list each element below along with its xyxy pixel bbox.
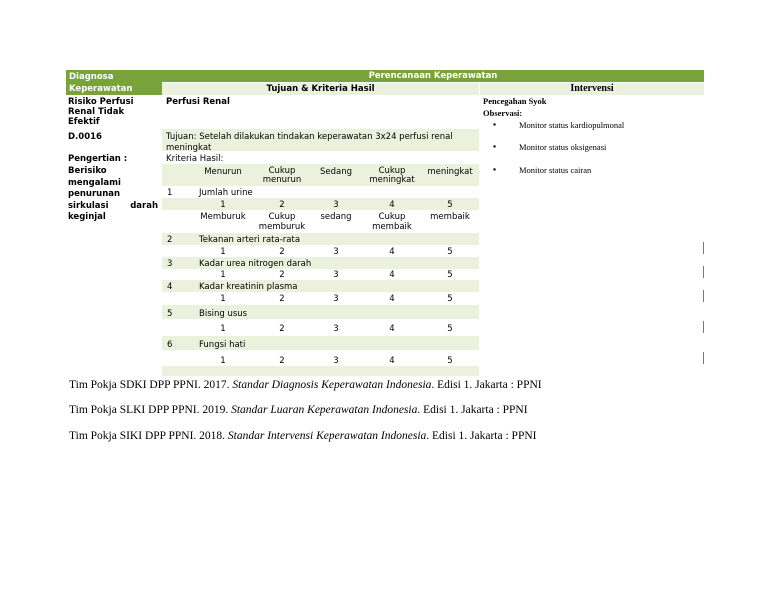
criterion-no: 6 [167, 340, 173, 350]
definition-line: sirkulasi darah [68, 200, 158, 211]
criterion-name: Kadar urea nitrogen darah [199, 259, 312, 269]
reference-suffix: . Edisi 1. Jakarta : PPNI [426, 430, 537, 442]
intervention-item: Monitor status cairan [519, 165, 592, 175]
diagnosis-name-line: Renal Tidak [68, 107, 125, 117]
diagnosis-name-line: Efektif [68, 117, 100, 127]
score: 3 [333, 356, 339, 366]
criterion-no: 2 [167, 235, 173, 245]
intervention-bullet-icon: ▪ [493, 119, 497, 129]
reference-prefix: Tim Pokja SLKI DPP PPNI. 2019. [69, 404, 232, 416]
diagnosis-name-line: Risiko Perfusi [68, 97, 134, 107]
criterion-no: 5 [167, 309, 173, 319]
header-planning: Perencanaan Keperawatan [162, 70, 704, 82]
score: 4 [389, 324, 395, 334]
score: 1 [220, 200, 226, 210]
scale-h2: membaik [430, 212, 470, 222]
score: 3 [333, 270, 339, 280]
intervention-title: Pencegahan Syok [483, 96, 547, 106]
criterion-no: 1 [167, 188, 173, 198]
score: 5 [447, 356, 453, 366]
header-goals: Tujuan & Kriteria Hasil [162, 83, 479, 95]
scale-h1: Menurun [204, 167, 242, 177]
score: 2 [279, 294, 285, 304]
diagnosis-code: D.0016 [68, 132, 102, 142]
observation-label: Observasi: [483, 108, 523, 118]
score: 4 [389, 247, 395, 257]
score: 5 [447, 200, 453, 210]
score: 5 [447, 270, 453, 280]
score: 2 [279, 324, 285, 334]
objective-line2: meningkat [166, 143, 212, 153]
table-edge [703, 352, 704, 364]
reference-prefix: Tim Pokja SIKI DPP PPNI. 2018. [69, 430, 228, 442]
score: 2 [279, 356, 285, 366]
reference-prefix: Tim Pokja SDKI DPP PPNI. 2017. [69, 379, 233, 391]
table-edge [703, 290, 704, 302]
definition-line: Berisiko [68, 166, 107, 176]
reference-suffix: . Edisi 1. Jakarta : PPNI [417, 404, 528, 416]
scale-h2: Cukup membaik [372, 212, 412, 232]
header-interventions: Intervensi [480, 83, 704, 95]
score: 2 [279, 270, 285, 280]
score: 3 [333, 294, 339, 304]
table-edge [703, 321, 704, 333]
intervention-item: Monitor status kardiopulmonal [519, 120, 625, 130]
criterion-no: 4 [167, 282, 173, 292]
header-diagnosis-line2: Keperawatan [69, 84, 133, 94]
scale-h2: sedang [320, 212, 352, 222]
outcome-title: Perfusi Renal [166, 97, 230, 107]
score: 5 [447, 247, 453, 257]
score: 1 [220, 356, 226, 366]
score: 3 [333, 247, 339, 257]
score: 4 [389, 200, 395, 210]
criterion-name: Kadar kreatinin plasma [199, 282, 298, 292]
score: 3 [333, 200, 339, 210]
reference [69, 430, 536, 442]
scale-h1: meningkat [427, 167, 473, 177]
definition-label: Pengertian : [68, 154, 128, 164]
score: 1 [220, 294, 226, 304]
score: 5 [447, 324, 453, 334]
scale-h1: Cukup menurun [262, 166, 302, 185]
definition-line: penurunan [68, 189, 121, 199]
reference [69, 404, 528, 416]
score: 1 [220, 270, 226, 280]
scale-h1: Cukup meningkat [369, 166, 415, 185]
table-edge [703, 266, 704, 278]
criterion-name: Tekanan arteri rata-rata [199, 235, 301, 245]
score: 4 [389, 294, 395, 304]
definition-line: mengalami [68, 177, 121, 188]
score: 1 [220, 247, 226, 257]
intervention-item: Monitor status oksigenasi [519, 142, 607, 152]
objective-line1: Tujuan: Setelah dilakukan tindakan keperawatan 3x24 perfusi renal [166, 132, 453, 142]
score: 2 [279, 200, 285, 210]
definition-text [68, 166, 158, 224]
score: 3 [333, 324, 339, 334]
diagnosis-name [68, 97, 134, 127]
scale-h2: Memburuk [200, 212, 246, 222]
reference-title: Standar Luaran Keperawatan Indonesia [231, 404, 418, 416]
score: 4 [389, 270, 395, 280]
score: 1 [220, 324, 226, 334]
intervention-bullet-icon: ▪ [493, 141, 497, 151]
criterion-name: Bising usus [199, 309, 248, 319]
scale-h2: Cukup memburuk [258, 212, 306, 232]
reference-title: Standar Intervensi Keperawatan Indonesia [227, 430, 427, 442]
header-diagnosis-cell [66, 70, 162, 95]
reference-title: Standar Diagnosis Keperawatan Indonesia [232, 379, 432, 391]
reference [69, 379, 542, 391]
scale-h1: Sedang [319, 167, 352, 177]
intervention-bullet-icon: ▪ [493, 164, 497, 174]
table-bottom-band [162, 366, 479, 376]
criterion-name: Fungsi hati [199, 340, 246, 350]
score: 5 [447, 294, 453, 304]
definition-line: keginjal [68, 212, 106, 222]
header-diagnosis-line1: Diagnosa [69, 72, 114, 82]
criterion-name: Jumlah urine [199, 188, 253, 198]
criteria-label: Kriteria Hasil: [166, 154, 224, 164]
criterion-no: 3 [167, 259, 173, 269]
score: 4 [389, 356, 395, 366]
table-edge [703, 242, 704, 254]
reference-suffix: . Edisi 1. Jakarta : PPNI [431, 379, 542, 391]
score: 2 [279, 247, 285, 257]
